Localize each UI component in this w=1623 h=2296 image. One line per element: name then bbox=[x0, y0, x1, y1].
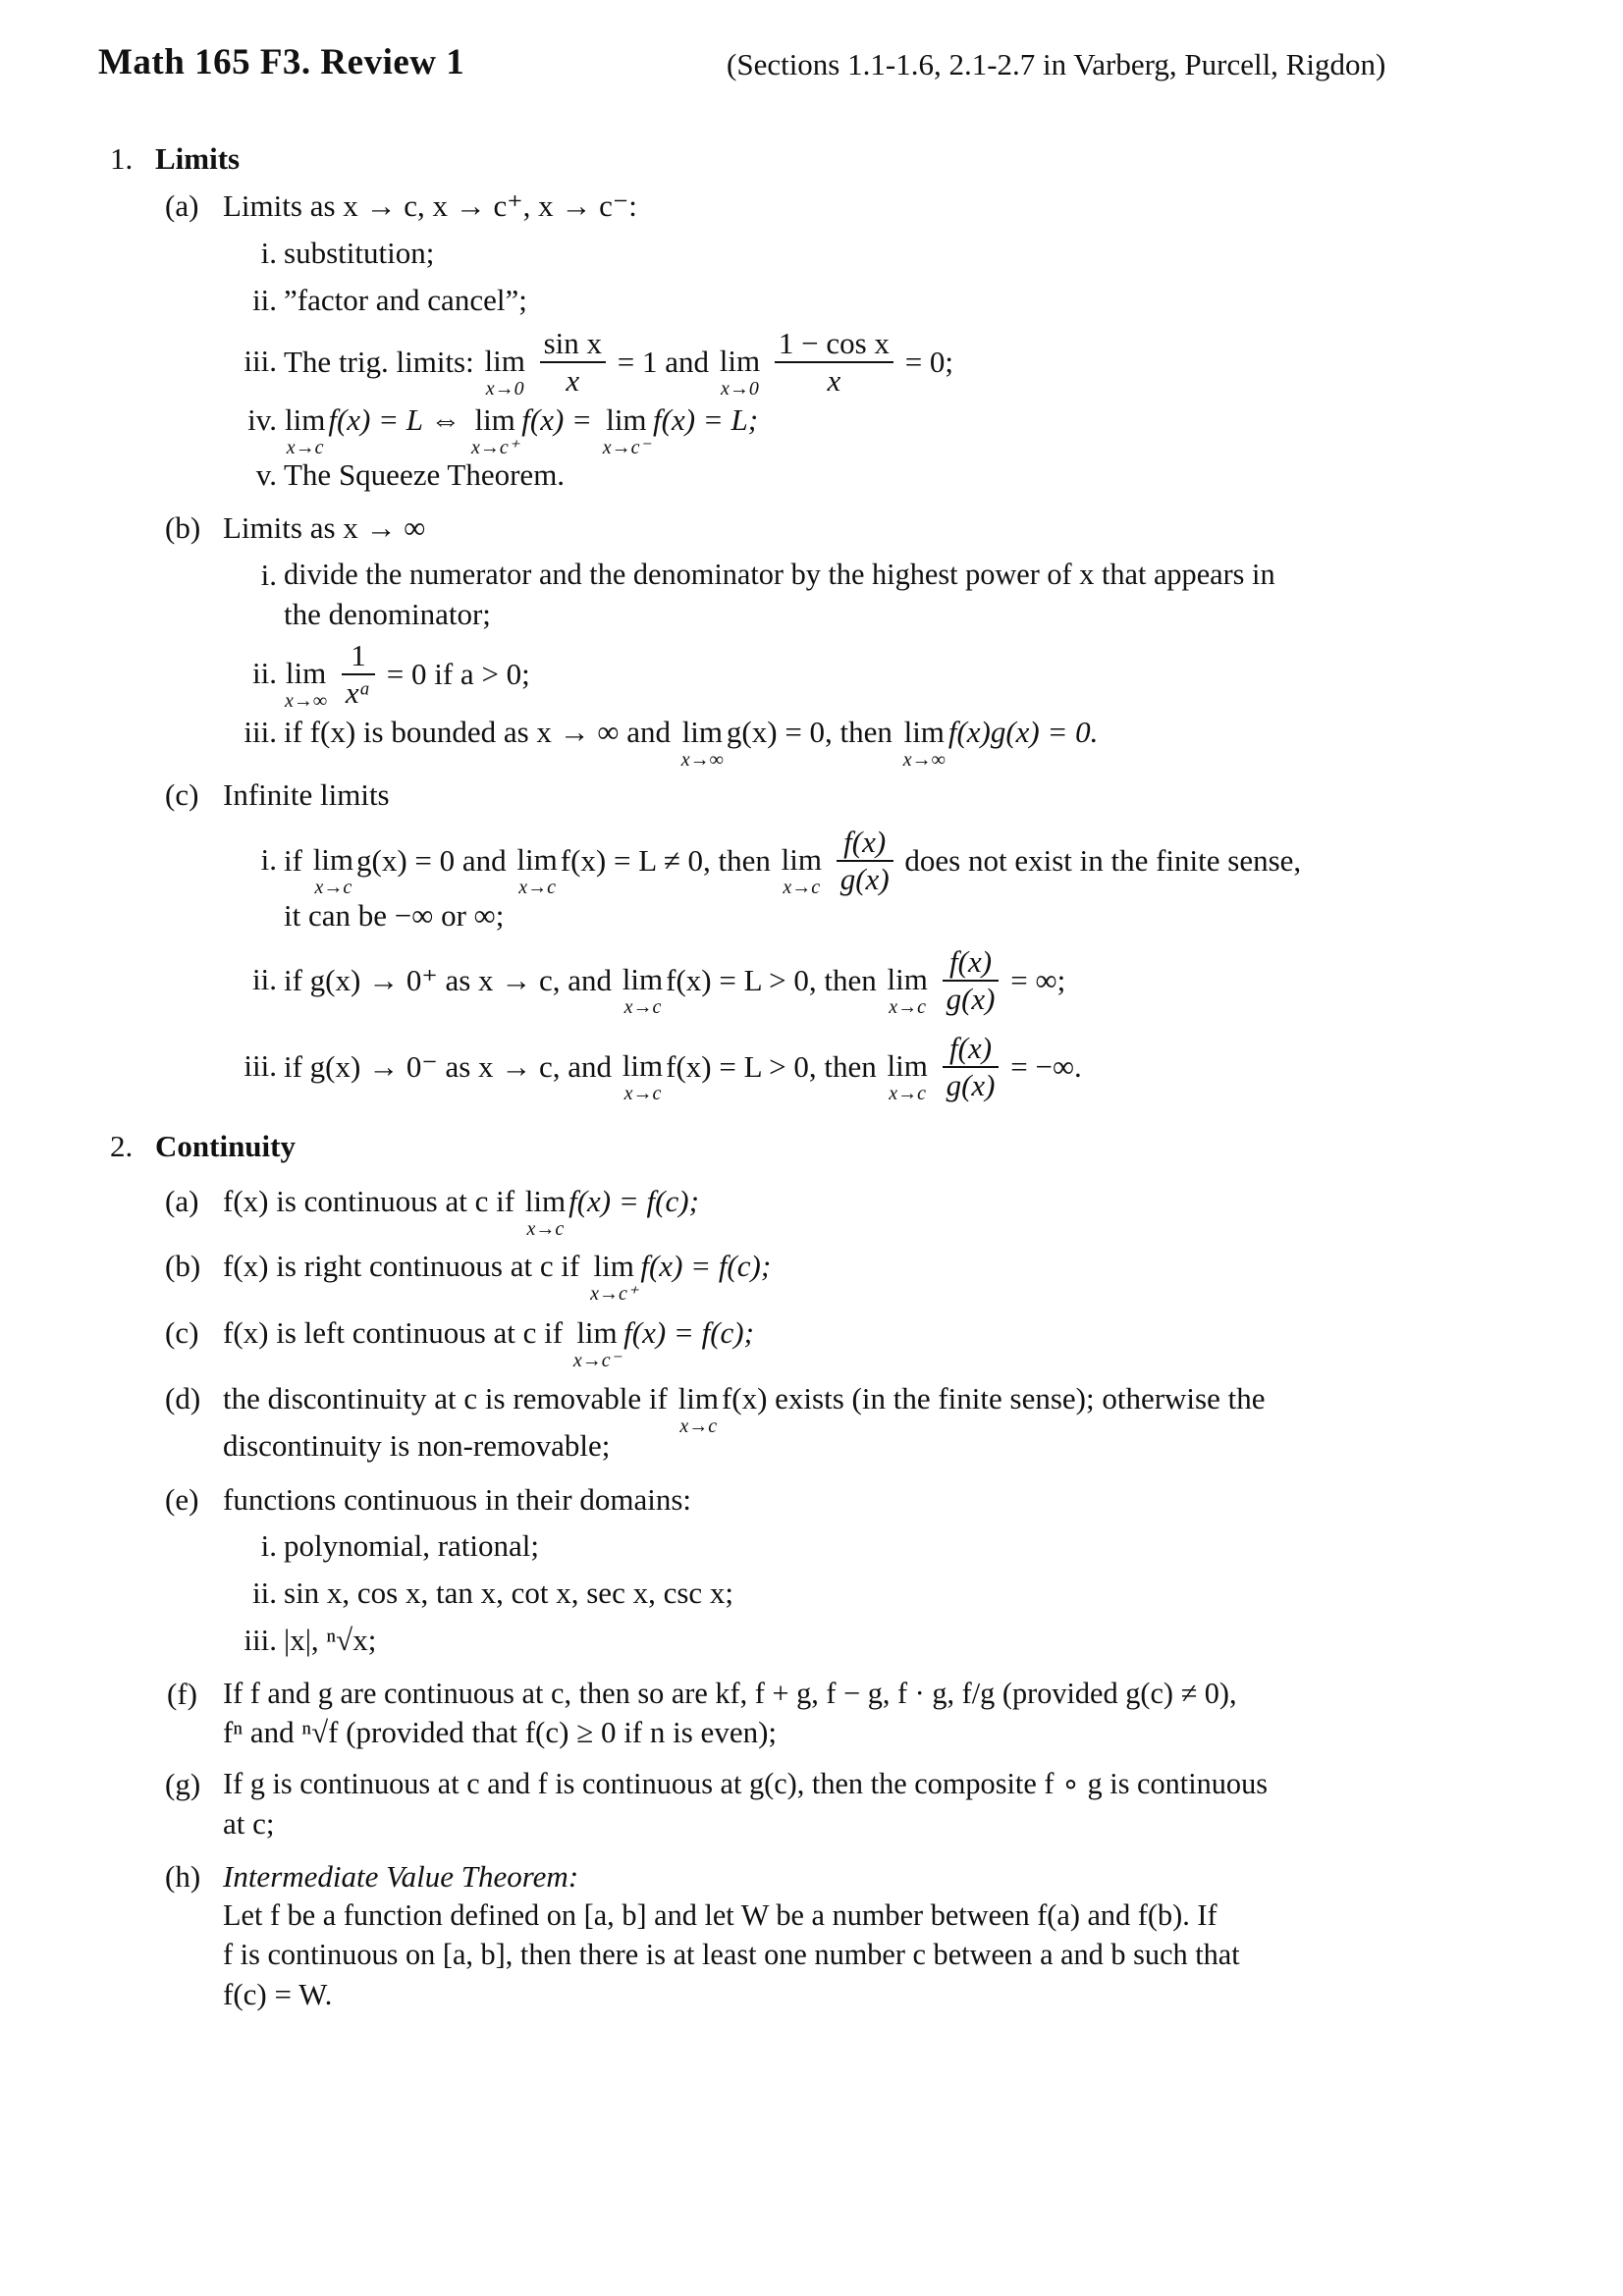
subitem-text: sin x, cos x, tan x, cot x, sec x, csc x; bbox=[284, 1575, 734, 1610]
trig-limits-formula bbox=[284, 326, 953, 399]
subitem-text: substitution; bbox=[284, 236, 435, 270]
lim-operator: lim x→∞ bbox=[285, 656, 328, 712]
item-label: (e) bbox=[165, 1482, 199, 1517]
ivt-line: f(c) = W. bbox=[223, 1977, 333, 2011]
infinite-limit-formula-i: if lim x→c g(x) = 0 and lim x→c f(x) = L ≠ 0, then lim x→c $\frac{f(x)}{g(x)}$ does not exist in the finite sense, bbox=[284, 825, 1302, 898]
continuity-definition: f(x) is continuous at c if lim x→c f(x) = f(c); bbox=[223, 1184, 699, 1240]
subitem-label: iii. bbox=[243, 1048, 277, 1083]
one-sided-limit-formula: lim x→c f(x) = L ⇔ lim x→c⁺ f(x) = lim x→c⁻ f(x) = L; bbox=[285, 402, 759, 458]
subitem-text: The Squeeze Theorem. bbox=[284, 457, 566, 492]
bounded-limit-formula: if f(x) is bounded as x → ∞ and lim x→∞ g(x) = 0, then lim x→∞ f(x)g(x) = 0. bbox=[284, 715, 1099, 771]
subitem-text: |x|, ⁿ√x; bbox=[284, 1623, 377, 1657]
right-continuity-definition: f(x) is right continuous at c if lim x→c⁺ f(x) = f(c); bbox=[223, 1249, 772, 1305]
subitem-text: divide the numerator and the denominator by the highest power of x that appears in bbox=[284, 558, 1275, 591]
subitem-label: ii. bbox=[252, 283, 277, 317]
infinite-limit-formula-iii: if g(x) → 0⁻ as x → c, and lim x→c f(x) = L > 0, then lim x→c $\frac{f(x)}{g(x)}$ = −∞. bbox=[284, 1031, 1082, 1104]
item-label: (h) bbox=[165, 1859, 201, 1894]
subitem-label: iii. bbox=[243, 1623, 277, 1657]
lim-operator: lim x→c bbox=[285, 402, 326, 458]
subitem-text-wrap: it can be −∞ or ∞; bbox=[284, 898, 505, 933]
subitem-label: iii. bbox=[243, 344, 277, 378]
lim-operator: lim x→c⁻ bbox=[602, 402, 651, 458]
left-continuity-definition: f(x) is left continuous at c if lim x→c⁻ f(x) = f(c); bbox=[223, 1315, 754, 1371]
formula-text: The trig. limits: bbox=[284, 345, 474, 379]
item-text-wrap: at c; bbox=[223, 1806, 275, 1841]
subitem-label: ii. bbox=[252, 1575, 277, 1610]
item-text: Infinite limits bbox=[223, 777, 390, 812]
subitem-text: polynomial, rational; bbox=[284, 1528, 540, 1563]
item-text-wrap: fⁿ and ⁿ√f (provided that f(c) ≥ 0 if n is even); bbox=[223, 1715, 778, 1749]
item-label: (b) bbox=[165, 510, 201, 545]
item-text: Limits as x → ∞ bbox=[223, 510, 426, 545]
item-label: (f) bbox=[167, 1677, 197, 1711]
item-text: If f and g are continuous at c, then so are kf, f + g, f − g, f · g, f/g (provided g(c) ≠ 0), bbox=[223, 1677, 1237, 1710]
subitem-text: ”factor and cancel”; bbox=[284, 283, 527, 317]
subitem-label: iv. bbox=[247, 402, 277, 437]
formula-text: = 0; bbox=[904, 345, 954, 379]
ivt-line: f is continuous on [a, b], then there is at least one number c between a and b such that bbox=[223, 1938, 1240, 1971]
fraction: $\frac{\text{sin x}}{x}$ bbox=[540, 326, 606, 399]
section-number: 2. bbox=[110, 1129, 134, 1163]
item-label: (c) bbox=[165, 1315, 199, 1350]
section-number: 1. bbox=[110, 141, 134, 176]
lim-operator: lim x→c⁺ bbox=[470, 402, 519, 458]
page-subtitle: (Sections 1.1-1.6, 2.1-2.7 in Varberg, Purcell, Rigdon) bbox=[727, 47, 1386, 81]
item-text-wrap: discontinuity is non-removable; bbox=[223, 1428, 611, 1463]
infinite-limit-formula-ii: if g(x) → 0⁺ as x → c, and lim x→c f(x) = L > 0, then lim x→c $\frac{f(x)}{g(x)}$ = ∞; bbox=[284, 944, 1066, 1018]
lim-operator: lim x→∞ bbox=[680, 715, 724, 771]
subitem-text-wrap: the denominator; bbox=[284, 597, 491, 631]
removable-discontinuity: the discontinuity at c is removable if lim x→c f(x) exists (in the finite sense); otherwise the bbox=[223, 1381, 1266, 1437]
subitem-label: ii. bbox=[252, 656, 277, 690]
ivt-line: Let f be a function defined on [a, b] and let W be a number between f(a) and f(b). If bbox=[223, 1898, 1217, 1932]
fraction: $\frac{1}{\text{xᵃ}}$ bbox=[342, 638, 375, 711]
item-label: (g) bbox=[165, 1767, 201, 1801]
fraction: $\frac{\text{1 − cos x}}{x}$ bbox=[775, 326, 893, 399]
section-title-continuity: Continuity bbox=[155, 1129, 296, 1163]
ivt-heading: Intermediate Value Theorem: bbox=[223, 1859, 579, 1894]
subitem-label: i. bbox=[260, 842, 277, 877]
subitem-label: i. bbox=[260, 236, 277, 270]
item-label: (d) bbox=[165, 1381, 201, 1415]
lim-operator: lim x→0 bbox=[484, 344, 525, 400]
section-title-limits: Limits bbox=[155, 141, 241, 176]
subitem-label: ii. bbox=[252, 962, 277, 996]
lim-operator: lim x→0 bbox=[719, 344, 761, 400]
item-label: (b) bbox=[165, 1249, 201, 1283]
subitem-label: iii. bbox=[243, 715, 277, 749]
formula-text: = 1 and bbox=[617, 345, 710, 379]
page-title: Math 165 F3. Review 1 bbox=[98, 42, 465, 82]
subitem-label: v. bbox=[255, 457, 277, 492]
item-label: (c) bbox=[165, 777, 199, 812]
subitem-label: i. bbox=[260, 558, 277, 592]
item-label: (a) bbox=[165, 1184, 199, 1218]
power-limit-formula: lim x→∞ $\frac{1}{\text{xᵃ}}$ = 0 if a > 0; bbox=[285, 638, 530, 712]
subitem-label: i. bbox=[260, 1528, 277, 1563]
lim-operator: lim x→∞ bbox=[902, 715, 946, 771]
item-text: Limits as x → c, x → c⁺, x → c⁻: bbox=[223, 188, 637, 223]
item-text: functions continuous in their domains: bbox=[223, 1482, 692, 1517]
item-label: (a) bbox=[165, 188, 199, 223]
item-text: If g is continuous at c and f is continuous at g(c), then the composite f ∘ g is continuous bbox=[223, 1767, 1269, 1800]
